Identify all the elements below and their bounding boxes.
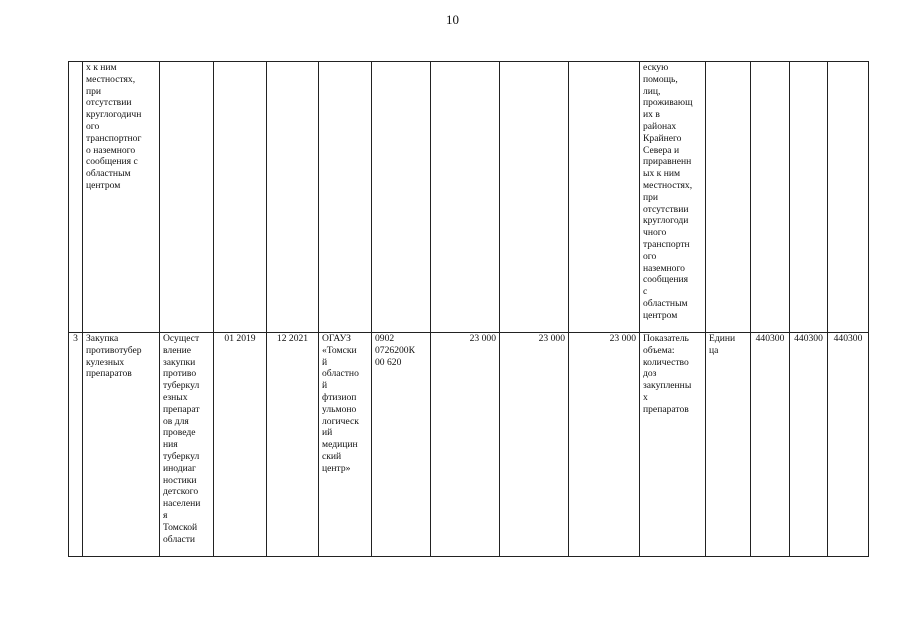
cell-amount-1 <box>431 62 500 333</box>
cell-start: 01 2019 <box>214 333 267 557</box>
cell-indicator: ескую помощь, лиц, проживающ их в районах Крайнего Севера и приравненн ых к ним местностях, при отсутствии круглогоди чного транспортн ого наземного сообщения с областным центром <box>640 62 706 333</box>
cell-value-1: 440300 <box>751 333 790 557</box>
cell-value-2: 440300 <box>790 333 828 557</box>
program-table <box>68 61 869 557</box>
cell-end <box>267 62 319 333</box>
cell-amount-3: 23 000 <box>569 333 640 557</box>
cell-name: Закупка противотубер кулезных препаратов <box>83 333 160 557</box>
cell-indicator: Показатель объема: количество доз закупленны х препаратов <box>640 333 706 557</box>
cell-description: Осущест вление закупки противо туберкул езных препарат ов для проведе ния туберкул инодиаг ностики детского населени я Томской области <box>160 333 214 557</box>
cell-executor <box>319 62 372 333</box>
table-row-continued <box>69 62 869 333</box>
page-number: 10 <box>446 12 459 27</box>
cell-description <box>160 62 214 333</box>
cell-amount-2: 23 000 <box>500 333 569 557</box>
cell-value-2 <box>790 62 828 333</box>
cell-value-1 <box>751 62 790 333</box>
cell-value-3 <box>828 62 869 333</box>
cell-unit <box>706 62 751 333</box>
cell-name: х к ним местностях, при отсутствии круглогодичн ого транспортног о наземного сообщения с областным центром <box>83 62 160 333</box>
cell-value-3: 440300 <box>828 333 869 557</box>
table-row-3 <box>69 333 869 557</box>
cell-amount-1: 23 000 <box>431 333 500 557</box>
cell-end: 12 2021 <box>267 333 319 557</box>
cell-code <box>372 62 431 333</box>
cell-amount-3 <box>569 62 640 333</box>
cell-start <box>214 62 267 333</box>
cell-executor: ОГАУЗ «Томски й областно й фтизиоп ульмоно логическ ий медицин ский центр» <box>319 333 372 557</box>
cell-unit: Едини ца <box>706 333 751 557</box>
cell-number <box>69 62 83 333</box>
cell-code: 0902 0726200К 00 620 <box>372 333 431 557</box>
cell-amount-2 <box>500 62 569 333</box>
cell-number: 3 <box>69 333 83 557</box>
